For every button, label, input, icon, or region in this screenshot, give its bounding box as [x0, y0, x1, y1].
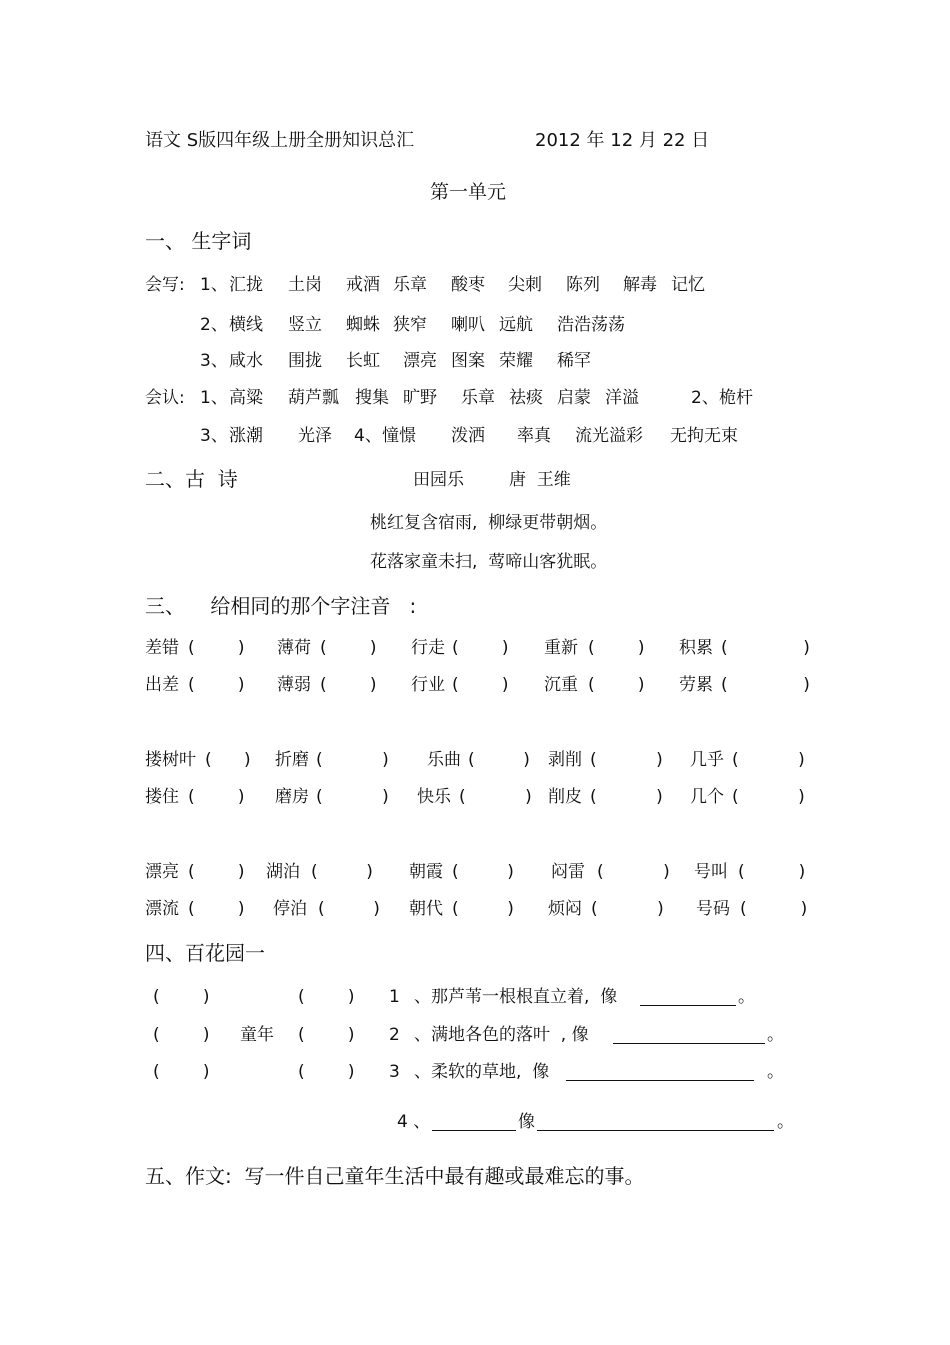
pinyin-word: 出差 [145, 675, 179, 695]
paren-blank: ( ) [320, 638, 377, 658]
read-word: 率真 [517, 426, 551, 446]
paren-blank: ( ) [188, 787, 245, 807]
paren-blank: ( ) [316, 750, 389, 770]
item-num: 1 [389, 987, 400, 1007]
write-word: 尖刺 [508, 275, 542, 295]
read-word: 光泽 [298, 426, 332, 446]
pinyin-word: 薄荷 [277, 638, 311, 658]
pinyin-word: 剥削 [548, 750, 582, 770]
write-word: 陈列 [566, 275, 600, 295]
paren-blank: ( ) [188, 899, 245, 919]
paren-blank: ( ) [188, 675, 245, 695]
paren-blank: ( ) [591, 899, 664, 919]
pinyin-word: 沉重 [544, 675, 578, 695]
paren-blank: ( ) [597, 862, 670, 882]
pinyin-word: 号码 [696, 899, 730, 919]
pinyin-word: 快乐 [417, 787, 451, 807]
write-word: 蜘蛛 [346, 315, 380, 335]
pinyin-word: 搂住 [145, 787, 179, 807]
paren-blank: ( ) [468, 750, 530, 770]
answer-line[interactable] [432, 1130, 516, 1131]
write-word: 戒酒 [346, 275, 380, 295]
item-text: 、柔软的草地, 像 [414, 1062, 550, 1082]
paren-blank: ( ) [740, 899, 808, 919]
center-word: 童年 [240, 1025, 274, 1045]
section4-heading: 四、百花园一 [145, 941, 265, 965]
poem-author: 唐 王维 [509, 470, 571, 490]
write-word: 长虹 [346, 351, 380, 371]
read-num-1: 1、 [200, 388, 228, 408]
write-word: 浩浩荡荡 [557, 315, 625, 335]
answer-line[interactable] [613, 1043, 765, 1044]
document-date: 2012 年 12 月 22 日 [535, 130, 710, 151]
poem-line-1: 桃红复含宿雨, 柳绿更带朝烟。 [370, 513, 608, 533]
write-word: 汇拢 [229, 275, 263, 295]
pinyin-word: 朝霞 [409, 862, 443, 882]
poem-line-2: 花落家童未扫, 莺啼山客犹眠。 [370, 552, 608, 572]
read-label: 会认: [145, 388, 185, 408]
paren-blank: ( ) [738, 862, 806, 882]
pinyin-word: 朝代 [409, 899, 443, 919]
write-word: 竖立 [288, 315, 322, 335]
pinyin-word: 漂流 [145, 899, 179, 919]
pinyin-word: 停泊 [273, 899, 307, 919]
paren-blank: ( ) [298, 987, 355, 1007]
read-word: 流光溢彩 [575, 426, 643, 446]
read-word: 乐章 [461, 388, 495, 408]
read-word: 洋溢 [605, 388, 639, 408]
write-num-2: 2、 [200, 315, 228, 335]
write-word: 酸枣 [451, 275, 485, 295]
write-word: 稀罕 [557, 351, 591, 371]
write-word: 图案 [451, 351, 485, 371]
answer-line[interactable] [566, 1080, 754, 1081]
period: 。 [767, 1062, 784, 1082]
paren-blank: ( ) [452, 675, 509, 695]
section3-heading: 三、 给相同的那个字注音 : [145, 594, 417, 618]
pinyin-word: 乐曲 [427, 750, 461, 770]
read-num-2: 2、 [691, 388, 719, 408]
answer-line[interactable] [640, 1005, 736, 1006]
paren-blank: ( ) [590, 750, 663, 770]
read-num-3: 3、 [200, 426, 228, 446]
section5-heading: 五、作文: 写一件自己童年生活中最有趣或最难忘的事。 [145, 1164, 645, 1188]
item-text: 、满地各色的落叶 , 像 [414, 1025, 589, 1045]
item-num: 4 、 [397, 1112, 431, 1132]
read-word: 祛痰 [509, 388, 543, 408]
section2-heading: 二、古 诗 [145, 467, 238, 491]
write-word: 远航 [499, 315, 533, 335]
read-word: 旷野 [403, 388, 437, 408]
read-word: 桅杆 [719, 388, 753, 408]
write-word: 横线 [229, 315, 263, 335]
read-word: 涨潮 [229, 426, 263, 446]
paren-blank: ( ) [588, 638, 645, 658]
paren-blank: ( ) [298, 1025, 355, 1045]
pinyin-word: 几个 [690, 787, 724, 807]
write-word: 记忆 [671, 275, 705, 295]
pinyin-word: 折磨 [275, 750, 309, 770]
write-word: 荣耀 [499, 351, 533, 371]
read-word: 憧憬 [382, 426, 416, 446]
pinyin-word: 湖泊 [266, 862, 300, 882]
paren-blank: ( ) [205, 750, 251, 770]
paren-blank: ( ) [311, 862, 373, 882]
pinyin-word: 重新 [544, 638, 578, 658]
read-word: 泼洒 [451, 426, 485, 446]
pinyin-word: 行业 [411, 675, 445, 695]
paren-blank: ( ) [721, 675, 810, 695]
paren-blank: ( ) [588, 675, 645, 695]
paren-blank: ( ) [320, 675, 377, 695]
pinyin-word: 削皮 [548, 787, 582, 807]
paren-blank: ( ) [153, 1025, 210, 1045]
paren-blank: ( ) [590, 787, 663, 807]
paren-blank: ( ) [298, 1062, 355, 1082]
write-word: 狭窄 [393, 315, 427, 335]
read-word: 高粱 [229, 388, 263, 408]
pinyin-word: 闷雷 [551, 862, 585, 882]
paren-blank: ( ) [732, 750, 805, 770]
paren-blank: ( ) [318, 899, 380, 919]
paren-blank: ( ) [316, 787, 389, 807]
read-word: 葫芦瓢 [288, 388, 339, 408]
read-word: 无拘无束 [670, 426, 738, 446]
paren-blank: ( ) [452, 862, 514, 882]
write-word: 漂亮 [403, 351, 437, 371]
period: 。 [777, 1112, 794, 1132]
pinyin-word: 号叫 [694, 862, 728, 882]
paren-blank: ( ) [188, 862, 245, 882]
pinyin-word: 磨房 [275, 787, 309, 807]
paren-blank: ( ) [459, 787, 532, 807]
write-word: 乐章 [393, 275, 427, 295]
read-word: 启蒙 [557, 388, 591, 408]
write-num-3: 3、 [200, 351, 228, 371]
write-word: 解毒 [623, 275, 657, 295]
pinyin-word: 行走 [411, 638, 445, 658]
answer-line[interactable] [537, 1130, 774, 1131]
pinyin-word: 烦闷 [548, 899, 582, 919]
pinyin-word: 漂亮 [145, 862, 179, 882]
pinyin-word: 搂树叶 [145, 750, 196, 770]
paren-blank: ( ) [452, 899, 514, 919]
pinyin-word: 劳累 [679, 675, 713, 695]
paren-blank: ( ) [452, 638, 509, 658]
paren-blank: ( ) [732, 787, 805, 807]
write-word: 咸水 [229, 351, 263, 371]
document-title: 语文 S版四年级上册全册知识总汇 [145, 130, 415, 151]
item-text: 、那芦苇一根根直立着, 像 [414, 987, 618, 1007]
item-text: 像 [518, 1112, 535, 1132]
write-word: 围拢 [288, 351, 322, 371]
write-num-1: 1、 [200, 275, 228, 295]
paren-blank: ( ) [153, 987, 210, 1007]
write-word: 喇叭 [451, 315, 485, 335]
write-word: 土岗 [288, 275, 322, 295]
paren-blank: ( ) [153, 1062, 210, 1082]
read-num-4: 4、 [354, 426, 382, 446]
pinyin-word: 积累 [679, 638, 713, 658]
read-word: 搜集 [355, 388, 389, 408]
period: 。 [767, 1025, 784, 1045]
paren-blank: ( ) [721, 638, 810, 658]
write-label: 会写: [145, 275, 185, 295]
period: 。 [738, 987, 755, 1007]
poem-title: 田园乐 [413, 470, 464, 490]
unit-title: 第一单元 [430, 181, 507, 203]
section1-heading: 一、 生字词 [145, 229, 252, 253]
pinyin-word: 差错 [145, 638, 179, 658]
pinyin-word: 几乎 [690, 750, 724, 770]
item-num: 2 [389, 1025, 400, 1045]
pinyin-word: 薄弱 [277, 675, 311, 695]
paren-blank: ( ) [188, 638, 245, 658]
item-num: 3 [389, 1062, 400, 1082]
